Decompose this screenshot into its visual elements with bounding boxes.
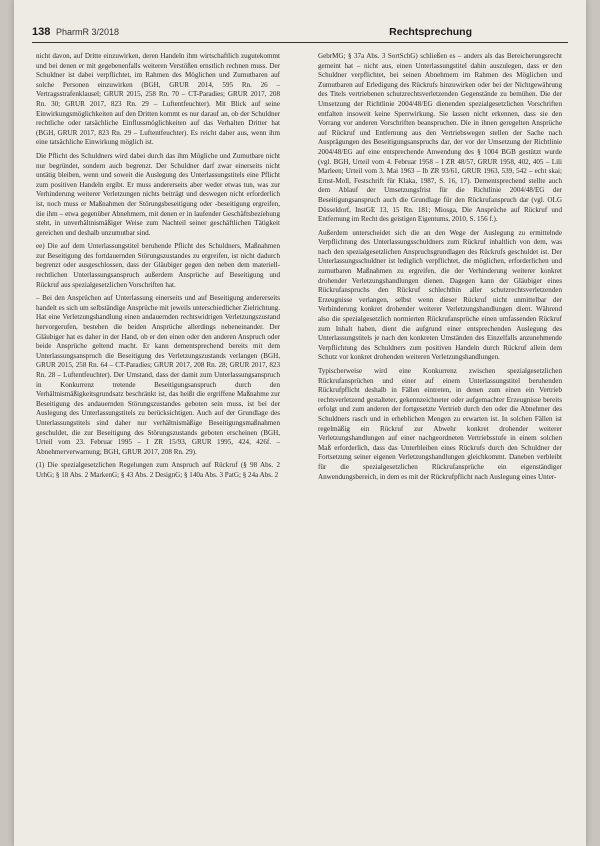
paragraph: – Bei den Ansprüchen auf Unterlassung einerseits und auf Beseitigung andererseits handelt es sich um selbständige Ansprüche mit jeweils unterschiedlicher Zielrichtung. Hat eine Verletzungshandlung einen andauernden rechtswidrigen Verletzungszustand hervorgerufen, bestehen die beiden Ansprüche allerdings nebeneinander. Der Gläubiger hat es daher in der Hand, ob er den einen oder den anderen Anspruch oder beide Ansprüche geltend macht. Er kann dementsprechend bereits mit dem Unterlassungsanspruch die Beseitigung des Verletzungszustands verlangen (BGH, GRUR 2015, 258 Rn. 64 – CT-Paradies; GRUR 2017, 208 Rn. 28; GRUR 2017, 823 Rn. 28 – Luftentfeuchter). Der Umstand, dass der damit zum Unterlassungsanspruch in Konkurrenz tretende Beseitigungsanspruch durch den Verhältnismäßigkeitsgrundsatz beschränkt ist, das heißt die ergriffene Maßnahme zur Beseitigung des andauernden Störungszustandes geboten sein muss, ist bei der Auslegung des Unterlassungstitels zu berücksichtigen. Auch auf der Grundlage des Unterlassungstitels sind daher nur verhältnismäßige Beseitigungsmaßnahmen geschuldet, die zur Beseitigung des Störungszustands geboten erscheinen (BGH, Urteil vom 23. Februar 1995 – I ZR 15/93, GRUR 1995, 424, 426f. – Abnehmerverwarnung; BGH, GRUR 2017, 208 Rn. 29). <box>36 294 280 456</box>
header-rule <box>32 42 568 43</box>
paragraph: Typischerweise wird eine Konkurrenz zwischen spezialgesetzlichen Rückrufansprüchen und einer auf einem Unterlassungstitel beruhenden Rückrufpflicht deshalb in Fällen eintreten, in denen zum einen ein Vertrieb rechtsverletzend gestalteter, gekennzeichneter oder aufgemachter Erzeugnisse bereits erfolgt und zum anderen der fortgesetzte Vertrieb durch den oder die Abnehmer des Schuldners rasch und in erheblichen Mengen zu erwarten ist. In solchen Fällen ist regelmäßig ein Rückruf zur Abwehr konkret drohender weiterer Verletzungshandlungen auf einer nachgeordneten Vertriebsstufe in einem solchen Maß erforderlich, dass das Unterbleiben eines Rückrufs durch den Schuldner der Fortsetzung seiner eigenen Verletzungshandlungen gleichkommt. Daneben verbleibt für die spezialgesetzlichen Rückrufansprüche ein eigenständiger Anwendungsbereich, in dem es mit der Rückrufpflicht nach Auslegung eines Unter- <box>318 367 562 481</box>
paragraph: Außerdem unterscheidet sich die an den Wege der Auslegung zu ermittelnde Verpflichtung des Unterlassungsschuldners zum Rückruf inhaltlich von dem, was nach den spezialgesetzlichen Anspruchsgrundlagen des Rückrufs geschuldet ist. Der Unterlassungsschuldner ist lediglich verpflichtet, die möglichen, erforderlichen und zumutbaren Maßnahmen zu ergreifen, die der Verhinderung weiterer konkret drohender Verletzungshandlungen dienen. Dagegen kann der Gläubiger eines Rückrufanspruchs den Rückruf schlechthin aller schutzrechtsverletzenden Erzeugnisse verlangen, selbst wenn dieser Rückruf nicht unmittelbar der Verhinderung konkret drohender weiterer Verletzungshandlungen dient. Während also die spezialgesetzlich normierten Rückrufansprüche einen umfassenden Rückruf zum Inhalt haben, dient die aufgrund einer entsprechenden Auslegung des Unterlassungstitels je nach den konkreten Umständen des Einzelfalls anzunehmende Verpflichtung des Schuldners zum positiven Handeln durch Rückruf allein dem Schutz vor konkret drohenden weiteren Verletzungshandlungen. <box>318 228 562 362</box>
paragraph: nicht davon, auf Dritte einzuwirken, deren Handeln ihm wirtschaftlich zugutekommt und bei denen er mit gegebenenfalls weiteren Verstößen ernstlich rechnen muss. Der Schuldner ist dabei verpflichtet, im Rahmen des Möglichen und Zumutbaren auf solche Personen einzuwirken (BGH, GRUR 2014, 595 Rn. 26 – Vertragsstrafenklausel; GRUR 2015, 258 Rn. 70 – CT-Paradies; GRUR 2017, 208 Rn. 30; GRUR 2017, 823 Rn. 29 – Luftentfeuchter). Mit Blick auf seine Einwirkungsmöglichkeiten auf den Dritten kommt es nur darauf an, ob der Schuldner rechtliche oder tatsächliche Einflussmöglichkeiten auf das Verhalten Dritter hat (BGH, GRUR 2017, 823 Rn. 29 – Luftentfeuchter). Es reicht daher aus, wenn ihm eine tatsächliche Einwirkung möglich ist. <box>36 52 280 147</box>
section-title: Rechtsprechung <box>389 26 472 38</box>
left-column <box>36 52 280 485</box>
paragraph: GebrMG; § 37a Abs. 3 SortSchG) schließen es – anders als das Bereicherungsrecht gemeint hat – nicht aus, einen Unterlassungstitel dahin auszulegen, dass er den Schuldner verpflichtet, bei seinen Abnehmern im Rahmen des Möglichen und Zumutbaren auf Erledigung des Rückrufs hinzuwirken oder bei der Nichtgewährung des Titels vertriebenen schutzrechtsverletzenden Gegenstände zu bemühen. Die der Umsetzung der Richtlinie 2004/48/EG dienenden spezialgesetzlichen Vorschriften entfalten insoweit keine Sperrwirkung. Sie lassen nicht erkennen, dass sie den Vorrang vor anderen Vorschriften beanspruchen. Die in ihnen geregelten Ansprüche auf Rückruf und Entfernung aus den Vertriebswegen stellen der Sache nach Ausprägungen des Beseitigungsanspruchs dar, der vor der Umsetzung der Richtlinie 2004/48/EG auf eine entsprechende Anwendung des § 1004 BGB gestützt wurde (vgl. BGH, Urteil vom 4. Februar 1958 – I ZR 48/57, GRUR 1958, 402, 405 – Lili Marleen; Urteil vom 3. Mai 1963 – Ib ZR 93/61, GRUR 1963, 539, 542 – echt skai; Ernst-Moll, Festschrift für Klaka, 1987, S. 16, 17). Dementsprechend stellte auch dem Ablauf der Umsetzungsfrist für die Richtlinie 2004/48/EG der Beseitigungsanspruch auch die Grundlage für den Rückrufanspruch dar (vgl. OLG Düsseldorf, InstGE 13, 15 Rn. 181; Miosga, Die Ansprüche auf Rückruf und Entfernung im Recht des geistigen Eigentums, 2010, S. 156 f.). <box>318 52 562 224</box>
paragraph: (1) Die spezialgesetzlichen Regelungen zum Anspruch auf Rückruf (§ 98 Abs. 2 UrhG; § 18 Abs. 2 MarkenG; § 43 Abs. 2 DesignG; § 140a Abs. 3 PatG; § 24a Abs. 2 <box>36 461 280 479</box>
paragraph: ee) Die auf dem Unterlassungstitel beruhende Pflicht des Schuldners, Maßnahmen zur Beseitigung des fortdauernden Störungszustandes zu ergreifen, ist nicht dadurch begrenzt oder ausgeschlossen, dass der Gläubiger gegen den neben dem materiell-rechtlichen Unterlassungsanspruch außerdem Ansprüche auf Beseitigung und Rückruf aus spezialgesetzlichen Vorschriften hat. <box>36 242 280 289</box>
page-number: 138 <box>32 26 51 38</box>
document-page <box>14 0 586 846</box>
right-column <box>318 52 562 486</box>
journal-citation: PharmR 3/2018 <box>56 27 120 37</box>
paragraph: Die Pflicht des Schuldners wird dabei durch das ihm Mögliche und Zumutbare nicht nur begründet, sondern auch begrenzt. Der Schuldner darf zwar einerseits nicht untätig bleiben, wenn und soweit die Auslegung des Unterlassungstitels eine Pflicht zum positiven Handeln ergibt. Er muss andererseits aber weder etwas tun, was zur Verhinderung weiterer Verletzungen nichts beiträgt und deswegen nicht erforderlich ist, noch muss er Maßnahmen der Störungsbeseitigung oder -beseitigung ergreifen, die ihm – etwa gegenüber Abnehmern, mit denen er in laufender Geschäftsbeziehung steht, in unverhältnismäßiger Weise zum Nachteil seiner geschäftlichen Tätigkeit gereichen und deshalb unzumutbar sind. <box>36 151 280 237</box>
